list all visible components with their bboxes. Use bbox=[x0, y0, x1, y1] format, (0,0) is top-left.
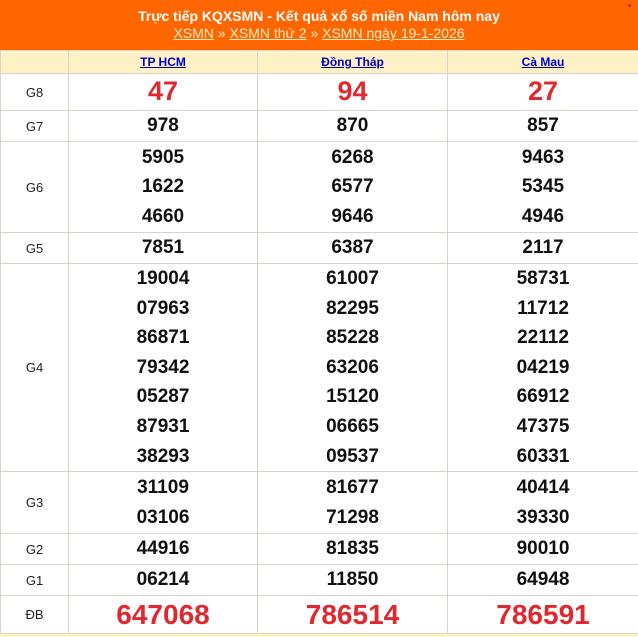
prize-cell bbox=[448, 142, 638, 233]
prize-number: 81835 bbox=[258, 534, 447, 564]
results-table bbox=[0, 50, 638, 634]
status-dot-icon bbox=[628, 4, 631, 7]
prize-number: 9463 bbox=[448, 143, 638, 173]
prize-number: 40414 bbox=[448, 473, 638, 503]
prize-row bbox=[1, 534, 638, 565]
prize-cell bbox=[69, 142, 258, 233]
prize-label-header bbox=[1, 51, 69, 74]
prize-number: 870 bbox=[258, 111, 447, 141]
prize-number: 31109 bbox=[69, 473, 257, 503]
prize-number: 06665 bbox=[258, 412, 447, 442]
prize-number: 05287 bbox=[69, 382, 257, 412]
prize-number: 94 bbox=[258, 77, 447, 107]
prize-number: 09537 bbox=[258, 442, 447, 472]
prize-number: 58731 bbox=[448, 264, 638, 294]
prize-number: 85228 bbox=[258, 323, 447, 353]
breadcrumb-separator: » bbox=[218, 25, 226, 41]
prize-label: G2 bbox=[1, 534, 69, 565]
prize-cell bbox=[448, 596, 638, 634]
results-banner bbox=[0, 0, 638, 50]
prize-label: G7 bbox=[1, 111, 69, 142]
prize-label: G4 bbox=[1, 264, 69, 472]
province-link-ca-mau[interactable]: Cà Mau bbox=[522, 55, 565, 69]
prize-row bbox=[1, 472, 638, 534]
prize-number: 2117 bbox=[448, 233, 638, 263]
prize-cell bbox=[258, 596, 448, 634]
breadcrumb bbox=[0, 25, 638, 42]
prize-number: 9646 bbox=[258, 202, 447, 232]
prize-number: 19004 bbox=[69, 264, 257, 294]
prize-cell bbox=[69, 233, 258, 264]
prize-number: 11712 bbox=[448, 294, 638, 324]
prize-cell bbox=[258, 142, 448, 233]
prize-label: G6 bbox=[1, 142, 69, 233]
prize-row bbox=[1, 264, 638, 472]
prize-number: 786591 bbox=[448, 600, 638, 630]
prize-cell bbox=[258, 233, 448, 264]
prize-number: 6577 bbox=[258, 172, 447, 202]
prize-number: 47375 bbox=[448, 412, 638, 442]
prize-number: 978 bbox=[69, 111, 257, 141]
prize-cell bbox=[448, 264, 638, 472]
prize-cell bbox=[448, 472, 638, 534]
prize-number: 4660 bbox=[69, 202, 257, 232]
prize-row bbox=[1, 596, 638, 634]
prize-number: 07963 bbox=[69, 294, 257, 324]
prize-number: 81677 bbox=[258, 473, 447, 503]
prize-cell bbox=[448, 111, 638, 142]
prize-number: 647068 bbox=[69, 600, 257, 630]
column-header-ca-mau bbox=[448, 51, 638, 74]
prize-label: G1 bbox=[1, 565, 69, 596]
page-title: Trực tiếp KQXSMN - Kết quả xổ số miền Nam hôm nay bbox=[0, 8, 638, 25]
province-link-dong-thap[interactable]: Đồng Tháp bbox=[321, 55, 384, 69]
prize-row bbox=[1, 74, 638, 111]
prize-number: 22112 bbox=[448, 323, 638, 353]
prize-cell bbox=[69, 111, 258, 142]
prize-cell bbox=[258, 534, 448, 565]
prize-label: ĐB bbox=[1, 596, 69, 634]
prize-number: 82295 bbox=[258, 294, 447, 324]
prize-cell bbox=[69, 596, 258, 634]
prize-number: 63206 bbox=[258, 353, 447, 383]
prize-label: G3 bbox=[1, 472, 69, 534]
prize-number: 4946 bbox=[448, 202, 638, 232]
breadcrumb-separator: » bbox=[310, 25, 318, 41]
prize-cell bbox=[69, 74, 258, 111]
prize-number: 06214 bbox=[69, 565, 257, 595]
prize-number: 38293 bbox=[69, 442, 257, 472]
prize-number: 6387 bbox=[258, 233, 447, 263]
prize-number: 27 bbox=[448, 77, 638, 107]
prize-cell bbox=[69, 565, 258, 596]
column-header-tp-hcm bbox=[69, 51, 258, 74]
breadcrumb-xsmn[interactable]: XSMN bbox=[173, 25, 213, 41]
province-link-tp-hcm[interactable]: TP HCM bbox=[140, 55, 186, 69]
prize-cell bbox=[258, 74, 448, 111]
prize-cell bbox=[258, 565, 448, 596]
prize-number: 86871 bbox=[69, 323, 257, 353]
prize-number: 03106 bbox=[69, 503, 257, 533]
prize-cell bbox=[448, 233, 638, 264]
breadcrumb-xsmn-thu-2[interactable]: XSMN thứ 2 bbox=[229, 25, 306, 41]
prize-number: 60331 bbox=[448, 442, 638, 472]
prize-cell bbox=[448, 534, 638, 565]
prize-row bbox=[1, 565, 638, 596]
prize-cell bbox=[258, 264, 448, 472]
prize-number: 786514 bbox=[258, 600, 447, 630]
prize-row bbox=[1, 142, 638, 233]
prize-cell bbox=[448, 74, 638, 111]
prize-row bbox=[1, 233, 638, 264]
prize-number: 11850 bbox=[258, 565, 447, 595]
prize-cell bbox=[69, 534, 258, 565]
prize-number: 5905 bbox=[69, 143, 257, 173]
prize-number: 15120 bbox=[258, 382, 447, 412]
column-header-dong-thap bbox=[258, 51, 448, 74]
prize-number: 87931 bbox=[69, 412, 257, 442]
prize-number: 71298 bbox=[258, 503, 447, 533]
prize-label: G8 bbox=[1, 74, 69, 111]
column-header-row bbox=[1, 51, 638, 74]
prize-number: 6268 bbox=[258, 143, 447, 173]
prize-number: 857 bbox=[448, 111, 638, 141]
breadcrumb-xsmn-date[interactable]: XSMN ngày 19-1-2026 bbox=[322, 25, 464, 41]
prize-cell bbox=[258, 111, 448, 142]
prize-number: 39330 bbox=[448, 503, 638, 533]
prize-row bbox=[1, 111, 638, 142]
prize-number: 90010 bbox=[448, 534, 638, 564]
prize-number: 47 bbox=[69, 77, 257, 107]
prize-cell bbox=[448, 565, 638, 596]
prize-number: 5345 bbox=[448, 172, 638, 202]
prize-number: 04219 bbox=[448, 353, 638, 383]
prize-number: 61007 bbox=[258, 264, 447, 294]
prize-number: 1622 bbox=[69, 172, 257, 202]
prize-number: 44916 bbox=[69, 534, 257, 564]
prize-cell bbox=[258, 472, 448, 534]
prize-number: 66912 bbox=[448, 382, 638, 412]
prize-number: 79342 bbox=[69, 353, 257, 383]
prize-cell bbox=[69, 472, 258, 534]
prize-label: G5 bbox=[1, 233, 69, 264]
prize-number: 7851 bbox=[69, 233, 257, 263]
prize-cell bbox=[69, 264, 258, 472]
prize-number: 64948 bbox=[448, 565, 638, 595]
